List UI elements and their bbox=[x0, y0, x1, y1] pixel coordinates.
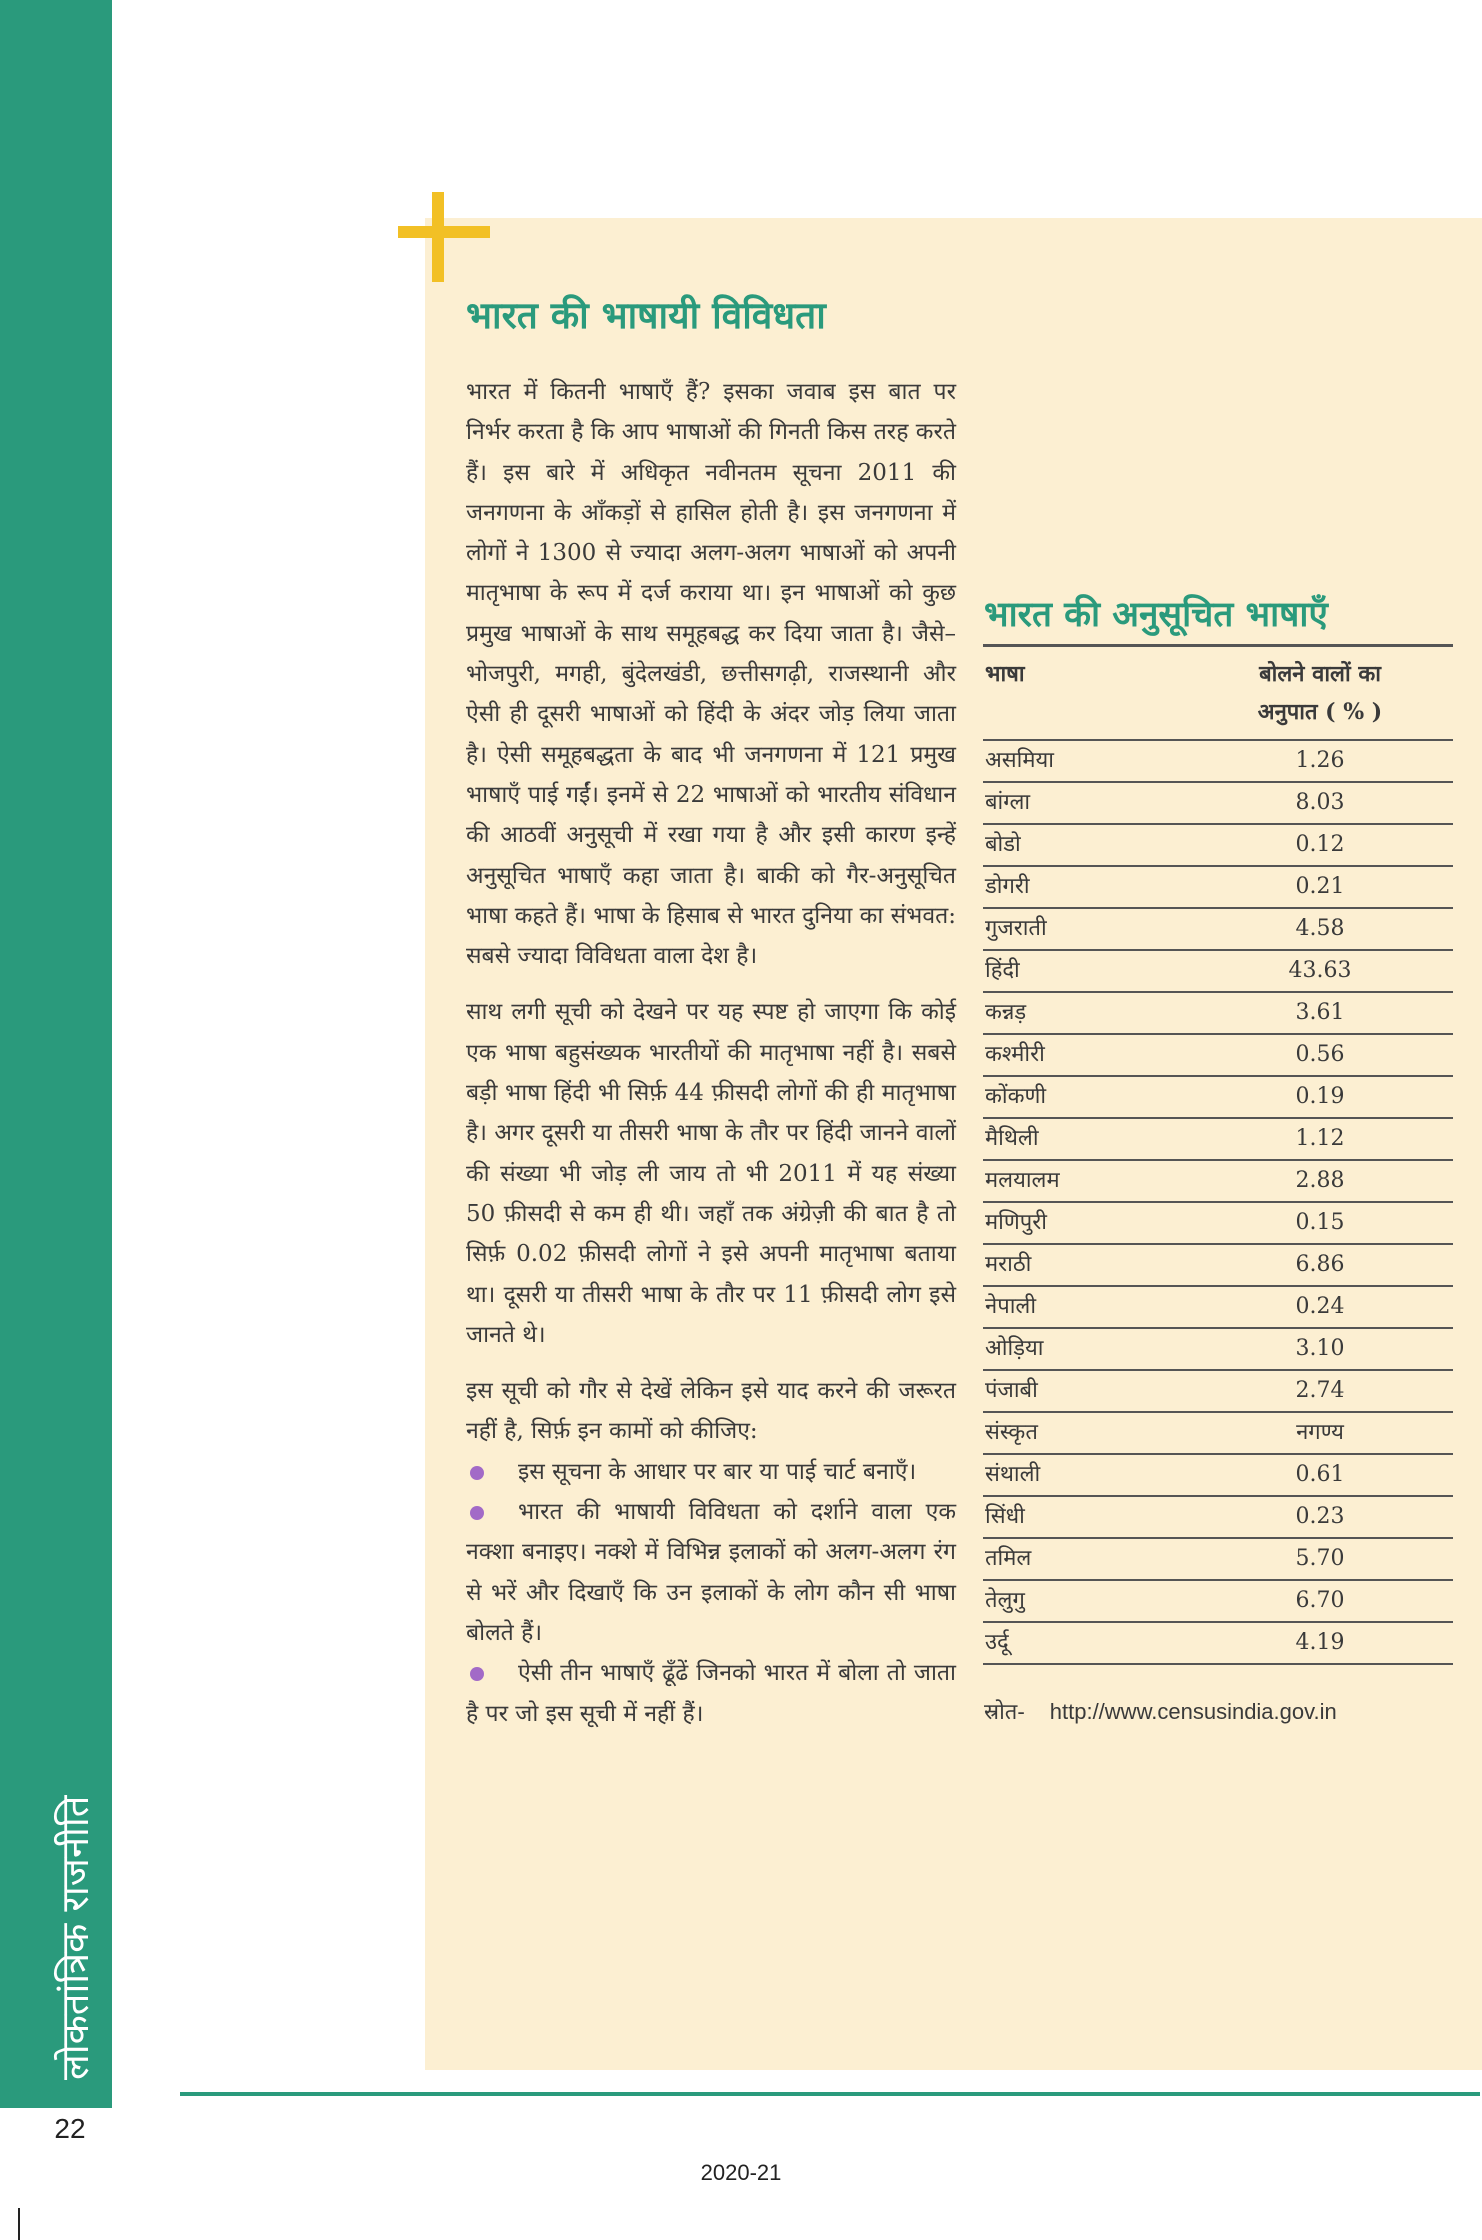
share-cell: 4.19 bbox=[1187, 1622, 1453, 1664]
table-row bbox=[983, 1412, 1453, 1454]
section-title: भारत की भाषायी विविधता bbox=[466, 293, 826, 337]
table-row bbox=[983, 1202, 1453, 1244]
language-cell: कोंकणी bbox=[983, 1076, 1187, 1118]
language-cell: हिंदी bbox=[983, 950, 1187, 992]
activity-list bbox=[466, 1452, 956, 1734]
share-cell: 3.61 bbox=[1187, 992, 1453, 1034]
language-cell: मराठी bbox=[983, 1244, 1187, 1286]
table-header-row bbox=[983, 646, 1453, 741]
share-cell: 0.15 bbox=[1187, 1202, 1453, 1244]
bottom-rule bbox=[180, 2092, 1480, 2096]
language-cell: नेपाली bbox=[983, 1286, 1187, 1328]
language-cell: कश्मीरी bbox=[983, 1034, 1187, 1076]
share-cell: 0.21 bbox=[1187, 866, 1453, 908]
language-cell: बांग्ला bbox=[983, 782, 1187, 824]
language-cell: कन्नड़ bbox=[983, 992, 1187, 1034]
table-row bbox=[983, 950, 1453, 992]
share-cell: 6.86 bbox=[1187, 1244, 1453, 1286]
table-row bbox=[983, 1076, 1453, 1118]
language-cell: तमिल bbox=[983, 1538, 1187, 1580]
table-title: भारत की अनुसूचित भाषाएँ bbox=[984, 594, 1328, 635]
language-cell: असमिया bbox=[983, 740, 1187, 782]
table-body bbox=[983, 740, 1453, 1664]
bullet-text: इस सूचना के आधार पर बार या पाई चार्ट बनाएँ। bbox=[518, 1458, 917, 1485]
share-cell: 0.61 bbox=[1187, 1454, 1453, 1496]
language-cell: संस्कृत bbox=[983, 1412, 1187, 1454]
languages-table bbox=[983, 644, 1453, 1665]
language-cell: मलयालम bbox=[983, 1160, 1187, 1202]
table-row bbox=[983, 1496, 1453, 1538]
language-cell: संथाली bbox=[983, 1454, 1187, 1496]
share-cell: 0.23 bbox=[1187, 1496, 1453, 1538]
bullet-text: भारत की भाषायी विविधता को दर्शाने वाला एक नक्शा बनाइए। नक्शे में विभिन्न इलाकों को अलग-अलग रंग से भरें और दिखाएँ कि उन इलाकों के लोग कौन सी भाषा बोलते हैं। bbox=[466, 1499, 956, 1646]
share-cell: 0.24 bbox=[1187, 1286, 1453, 1328]
plus-icon-bar bbox=[398, 226, 490, 238]
table-row bbox=[983, 740, 1453, 782]
list-item bbox=[466, 1452, 956, 1492]
header-language: भाषा bbox=[983, 646, 1187, 741]
table-row bbox=[983, 1328, 1453, 1370]
language-cell: पंजाबी bbox=[983, 1370, 1187, 1412]
left-sidebar bbox=[0, 0, 112, 2108]
share-cell: 1.26 bbox=[1187, 740, 1453, 782]
source-note bbox=[984, 1696, 1337, 1726]
table-row bbox=[983, 1370, 1453, 1412]
header-share-line1: बोलने वालों का bbox=[1259, 661, 1381, 687]
paragraph: भारत में कितनी भाषाएँ हैं? इसका जवाब इस बात पर निर्भर करता है कि आप भाषाओं की गिनती किस तरह करते हैं। इस बारे में अधिकृत नवीनतम सूचना 2011 की जनगणना के आँकड़ों से हासिल होती है। इस जनगणना में लोगों ने 1300 से ज्यादा अलग-अलग भाषाओं को अपनी मातृभाषा के रूप में दर्ज कराया था। इन भाषाओं को कुछ प्रमुख भाषाओं के साथ समूहबद्ध कर दिया जाता है। जैसे–भोजपुरी, मगही, बुंदेलखंडी, छत्तीसगढ़ी, राजस्थानी और ऐसी ही दूसरी भाषाओं को हिंदी के अंदर जोड़ लिया जाता है। ऐसी समूहबद्धता के बाद भी जनगणना में 121 प्रमुख भाषाएँ पाई गईं। इनमें से 22 भाषाओं को भारतीय संविधान की आठवीं अनुसूची में रखा गया है और इसी कारण इन्हें अनुसूचित भाषाएँ कहा जाता है। बाकी को गैर-अनुसूचित भाषा कहते हैं। भाषा के हिसाब से भारत दुनिया का संभवत: सबसे ज्यादा विविधता वाला देश है। bbox=[466, 379, 956, 970]
table-row bbox=[983, 1034, 1453, 1076]
share-cell: 2.88 bbox=[1187, 1160, 1453, 1202]
table-row bbox=[983, 1454, 1453, 1496]
book-title: लोकतांत्रिक राजनीति bbox=[53, 1795, 97, 2080]
language-cell: सिंधी bbox=[983, 1496, 1187, 1538]
share-cell: 0.56 bbox=[1187, 1034, 1453, 1076]
language-cell: बोडो bbox=[983, 824, 1187, 866]
language-cell: तेलुगु bbox=[983, 1580, 1187, 1622]
page-number: 22 bbox=[28, 2108, 112, 2150]
table-row bbox=[983, 782, 1453, 824]
table-row bbox=[983, 1538, 1453, 1580]
table-row bbox=[983, 1622, 1453, 1664]
bullet-icon bbox=[470, 1506, 484, 1520]
bullet-icon bbox=[470, 1667, 484, 1681]
table-row bbox=[983, 1118, 1453, 1160]
language-cell: मणिपुरी bbox=[983, 1202, 1187, 1244]
list-item bbox=[466, 1653, 956, 1734]
share-cell: 5.70 bbox=[1187, 1538, 1453, 1580]
share-cell: 3.10 bbox=[1187, 1328, 1453, 1370]
share-cell: 6.70 bbox=[1187, 1580, 1453, 1622]
source-url: http://www.censusindia.gov.in bbox=[1049, 1699, 1337, 1724]
share-cell: 43.63 bbox=[1187, 950, 1453, 992]
footer-year: 2020-21 bbox=[700, 2160, 782, 2185]
table-row bbox=[983, 992, 1453, 1034]
share-cell: नगण्य bbox=[1187, 1412, 1453, 1454]
body-text bbox=[466, 372, 956, 1734]
table-row bbox=[983, 1286, 1453, 1328]
header-share-line2: अनुपात ( % ) bbox=[1257, 699, 1383, 725]
language-cell: उर्दू bbox=[983, 1622, 1187, 1664]
table-row bbox=[983, 866, 1453, 908]
header-share bbox=[1187, 646, 1453, 741]
paragraph: साथ लगी सूची को देखने पर यह स्पष्ट हो जाएगा कि कोई एक भाषा बहुसंख्यक भारतीयों की मातृभाषा नहीं है। सबसे बड़ी भाषा हिंदी भी सिर्फ़ 44 फ़ीसदी लोगों की ही मातृभाषा है। अगर दूसरी या तीसरी भाषा के तौर पर हिंदी जानने वालों की संख्या भी जोड़ ली जाय तो भी 2011 में यह संख्या 50 फ़ीसदी से कम ही थी। जहाँ तक अंग्रेज़ी की बात है तो सिर्फ़ 0.02 फ़ीसदी लोगों ने इसे अपनी मातृभाषा बताया था। दूसरी या तीसरी भाषा के तौर पर 11 फ़ीसदी लोग इसे जानते थे। bbox=[466, 999, 956, 1348]
share-cell: 1.12 bbox=[1187, 1118, 1453, 1160]
crop-mark bbox=[18, 2208, 20, 2240]
bullet-icon bbox=[470, 1466, 484, 1480]
list-item bbox=[466, 1492, 956, 1653]
table-row bbox=[983, 908, 1453, 950]
share-cell: 2.74 bbox=[1187, 1370, 1453, 1412]
paragraph: इस सूची को गौर से देखें लेकिन इसे याद करने की जरूरत नहीं है, सिर्फ़ इन कामों को कीजिए: bbox=[466, 1378, 956, 1445]
table-row bbox=[983, 1580, 1453, 1622]
share-cell: 4.58 bbox=[1187, 908, 1453, 950]
table-row bbox=[983, 824, 1453, 866]
table-row bbox=[983, 1244, 1453, 1286]
source-label: स्रोत- bbox=[984, 1700, 1025, 1725]
share-cell: 8.03 bbox=[1187, 782, 1453, 824]
share-cell: 0.12 bbox=[1187, 824, 1453, 866]
language-cell: मैथिली bbox=[983, 1118, 1187, 1160]
language-cell: डोगरी bbox=[983, 866, 1187, 908]
language-cell: गुजराती bbox=[983, 908, 1187, 950]
table-row bbox=[983, 1160, 1453, 1202]
language-cell: ओड़िया bbox=[983, 1328, 1187, 1370]
share-cell: 0.19 bbox=[1187, 1076, 1453, 1118]
bullet-text: ऐसी तीन भाषाएँ ढूँढें जिनको भारत में बोला तो जाता है पर जो इस सूची में नहीं हैं। bbox=[466, 1660, 956, 1727]
